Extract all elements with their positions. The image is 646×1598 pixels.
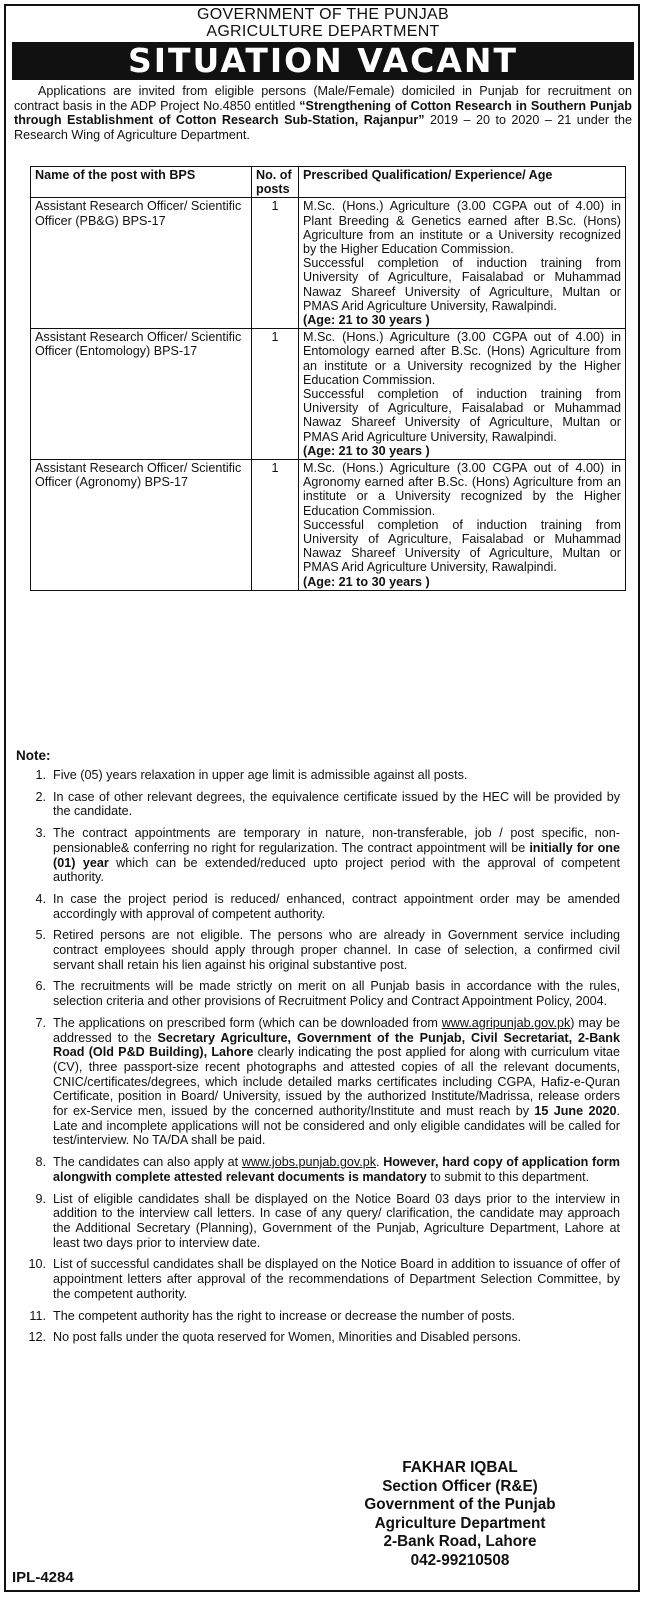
- note-text-part: The applications on prescribed form (which can be downloaded from: [53, 1015, 442, 1030]
- training-text: Successful completion of induction training from University of Agriculture, Faisalabad or Muhammad Nawaz Shareef University of Agriculture, Multan or PMAS Arid Agriculture University, Rawalpindi.: [303, 517, 621, 575]
- table-row: [31, 198, 626, 329]
- list-item: [24, 1192, 620, 1251]
- list-item: [24, 790, 620, 819]
- qualification-text: M.Sc. (Hons.) Agriculture (3.00 CGPA out of 4.00) in Agronomy earned after B.Sc. (Hons) Agriculture from an institute or a University recognized by the Higher Education Commission.: [303, 461, 621, 518]
- list-item: [24, 979, 620, 1008]
- list-item: [24, 1016, 620, 1148]
- note-text-part: . Late and incomplete applications will not be considered and only eligible candidates will be called for test/interview. No TA/DA shall be paid.: [53, 1104, 620, 1148]
- note-text-part: The contract appointments are temporary in nature, non-transferable, job / post specific, non-pensionable& conferring no right for regularization. The contract appointment will be: [53, 826, 620, 855]
- note-text: No post falls under the quota reserved for Women, Minorities and Disabled persons.: [53, 1330, 522, 1345]
- note-text: List of eligible candidates shall be displayed on the Notice Board 03 days prior to the interview in addition to the interview call letters. In case of any query/ clarification, the candidate may approach the Additional Secretary (Planning), Government of the Punjab, Agriculture Department, Lahore at least two days prior to interview date.: [53, 1191, 620, 1250]
- note-number: 6.: [35, 979, 46, 994]
- table-header-row: [31, 167, 626, 198]
- list-item: [24, 826, 620, 885]
- posts-count-cell: 1: [252, 198, 299, 329]
- qualification-text: M.Sc. (Hons.) Agriculture (3.00 CGPA out of 4.00) in Plant Breeding & Genetics earned after B.Sc. (Hons) Agriculture from an institute or a University recognized by the Higher Education Commission.: [303, 199, 621, 257]
- note-text-part: clearly indicating the post applied for along with curriculum vitae (CV), three passport-size recent photographs and attested copies of all the relevant documents, CNIC/certificates/degrees, which include detailed marks certificates including CGPA, Hafiz-e-Quran Certificate, position in Board/ University, issued by the authorized Institute/Madrissa, release orders for ex-Service men, issued by the concerned authority/Institute and must reach by: [53, 1045, 621, 1119]
- qualification-cell: [299, 460, 626, 591]
- hard-copy-requirement: However, hard copy of application form alongwith complete attested relevant documents is mandatory: [53, 1155, 621, 1184]
- agripunjab-link[interactable]: www.agripunjab.gov.pk: [441, 1015, 571, 1030]
- note-text: [53, 1016, 620, 1148]
- intro-text: Applications are invited from eligible persons (Male/Female) domiciled in Punjab for recruitment on contract basis in the ADP Project No.4850 entitled: [14, 84, 632, 113]
- situation-vacant-banner: SITUATION VACANT: [12, 42, 634, 80]
- note-text: [53, 826, 620, 885]
- note-number: 10.: [28, 1257, 46, 1272]
- list-item: [24, 892, 620, 921]
- signatory-designation: Section Officer (R&E): [382, 1477, 538, 1495]
- note-text: [53, 1155, 620, 1184]
- note-number: 4.: [35, 891, 46, 906]
- note-text: The recruitments will be made strictly on merit on all Punjab basis in accordance with the rules, selection criteria and other provisions of Recruitment Policy and Contract Appointment Policy, 2004.: [53, 979, 620, 1009]
- qualification-cell: [299, 329, 626, 460]
- intro-text-end: 2019 – 20 to 2020 – 21 under the Research Wing of Agriculture Department.: [14, 113, 632, 142]
- list-item: [24, 1155, 620, 1184]
- header-post-name: Name of the post with BPS: [31, 167, 252, 198]
- signature-block: [330, 1459, 590, 1570]
- note-number: 12.: [28, 1330, 46, 1345]
- department-heading: AGRICULTURE DEPARTMENT: [206, 23, 440, 40]
- list-item: [24, 928, 620, 972]
- note-number: 1.: [35, 768, 46, 782]
- intro-paragraph: [14, 84, 632, 142]
- note-text-part: to submit to this department.: [426, 1169, 590, 1184]
- header-posts-count: No. of posts: [252, 167, 299, 198]
- jobs-punjab-link[interactable]: www.jobs.punjab.gov.pk: [241, 1155, 376, 1170]
- government-heading: GOVERNMENT OF THE PUNJAB: [197, 6, 449, 23]
- age-limit: (Age: 21 to 30 years ): [303, 313, 430, 328]
- signatory-address: 2-Bank Road, Lahore: [383, 1533, 537, 1550]
- note-text-part: ) may be addressed to the: [53, 1015, 620, 1045]
- note-number: 9.: [35, 1191, 46, 1206]
- qualification-text: M.Sc. (Hons.) Agriculture (3.00 CGPA out of 4.00) in Entomology earned after B.Sc. (Hons) Agriculture from an institute or a University recognized by the Higher Education Commission.: [303, 330, 621, 387]
- appointment-period: initially for one (01) year: [53, 840, 620, 870]
- note-number: 7.: [35, 1015, 46, 1030]
- note-text: In case the project period is reduced/ enhanced, contract appointment order may be amended accordingly with approval of competent authority.: [53, 891, 620, 921]
- notes-list: [24, 768, 620, 1352]
- note-text: Retired persons are not eligible. The persons who are already in Government service including contract employees should apply through proper channel. In case of selection, a confirmed civil servant shall retain his lien against his original substantive post.: [53, 928, 620, 972]
- qualification-cell: [299, 198, 626, 329]
- age-limit: (Age: 21 to 30 years ): [303, 574, 430, 589]
- signatory-phone: 042-99210508: [410, 1551, 510, 1569]
- list-item: [24, 1309, 620, 1324]
- table-row: [31, 460, 626, 591]
- list-item: [24, 1257, 620, 1301]
- address-text: Secretary Agriculture, Government of the Punjab, Civil Secretariat, 2-Bank Road (Old P&D Building), Lahore: [53, 1030, 620, 1060]
- project-title: “Strengthening of Cotton Research in Southern Punjab through Establishment of Cotton Research Sub-Station, Rajanpur”: [14, 98, 633, 128]
- signatory-name: FAKHAR IQBAL: [402, 1459, 518, 1476]
- note-number: 3.: [35, 826, 46, 841]
- list-item: [24, 1330, 620, 1345]
- training-text: Successful completion of induction training from University of Agriculture, Faisalabad or Muhammad Nawaz Shareef University of Agriculture, Multan or PMAS Arid Agriculture University, Rawalpindi.: [303, 256, 621, 313]
- deadline-date: 15 June 2020: [534, 1104, 617, 1119]
- posts-table: [30, 166, 626, 591]
- table-row: [31, 329, 626, 460]
- note-text: List of successful candidates shall be displayed on the Notice Board in addition to issuance of offer of appointment letters after approval of the recommendations of Department Selection Committee, by the competent authority.: [53, 1257, 620, 1301]
- note-text: Five (05) years relaxation in upper age limit is admissible against all posts.: [53, 768, 468, 782]
- post-name-cell: Assistant Research Officer/ Scientific Officer (Entomology) BPS-17: [31, 329, 252, 460]
- posts-count-cell: 1: [252, 460, 299, 591]
- ipl-number: IPL-4284: [12, 1569, 74, 1586]
- post-name-cell: Assistant Research Officer/ Scientific Officer (PB&G) BPS-17: [31, 198, 252, 329]
- age-limit: (Age: 21 to 30 years ): [303, 443, 430, 458]
- post-name-cell: Assistant Research Officer/ Scientific Officer (Agronomy) BPS-17: [31, 460, 252, 591]
- note-number: 11.: [29, 1308, 46, 1323]
- header-qualification: Prescribed Qualification/ Experience/ Age: [299, 167, 626, 198]
- note-text-part: .: [376, 1155, 384, 1170]
- note-text-part: The candidates can also apply at: [53, 1155, 242, 1170]
- posts-count-cell: 1: [252, 329, 299, 460]
- note-text: The competent authority has the right to increase or decrease the number of posts.: [53, 1308, 516, 1323]
- note-number: 2.: [35, 789, 46, 804]
- note-number: 5.: [35, 928, 46, 943]
- note-number: 8.: [35, 1155, 46, 1170]
- training-text: Successful completion of induction training from University of Agriculture, Faisalabad or Muhammad Nawaz Shareef University of Agriculture, Multan or PMAS Arid Agriculture University, Rawalpindi.: [303, 387, 621, 444]
- signatory-org: Government of the Punjab: [364, 1496, 556, 1513]
- note-text: In case of other relevant degrees, the equivalence certificate issued by the HEC will be provided by the candidate.: [53, 789, 620, 819]
- list-item: [24, 768, 620, 783]
- note-heading: Note:: [16, 748, 51, 763]
- note-text-part: which can be extended/reduced upto project period with the approval of competent authority.: [53, 855, 620, 885]
- signatory-department: Agriculture Department: [374, 1514, 546, 1532]
